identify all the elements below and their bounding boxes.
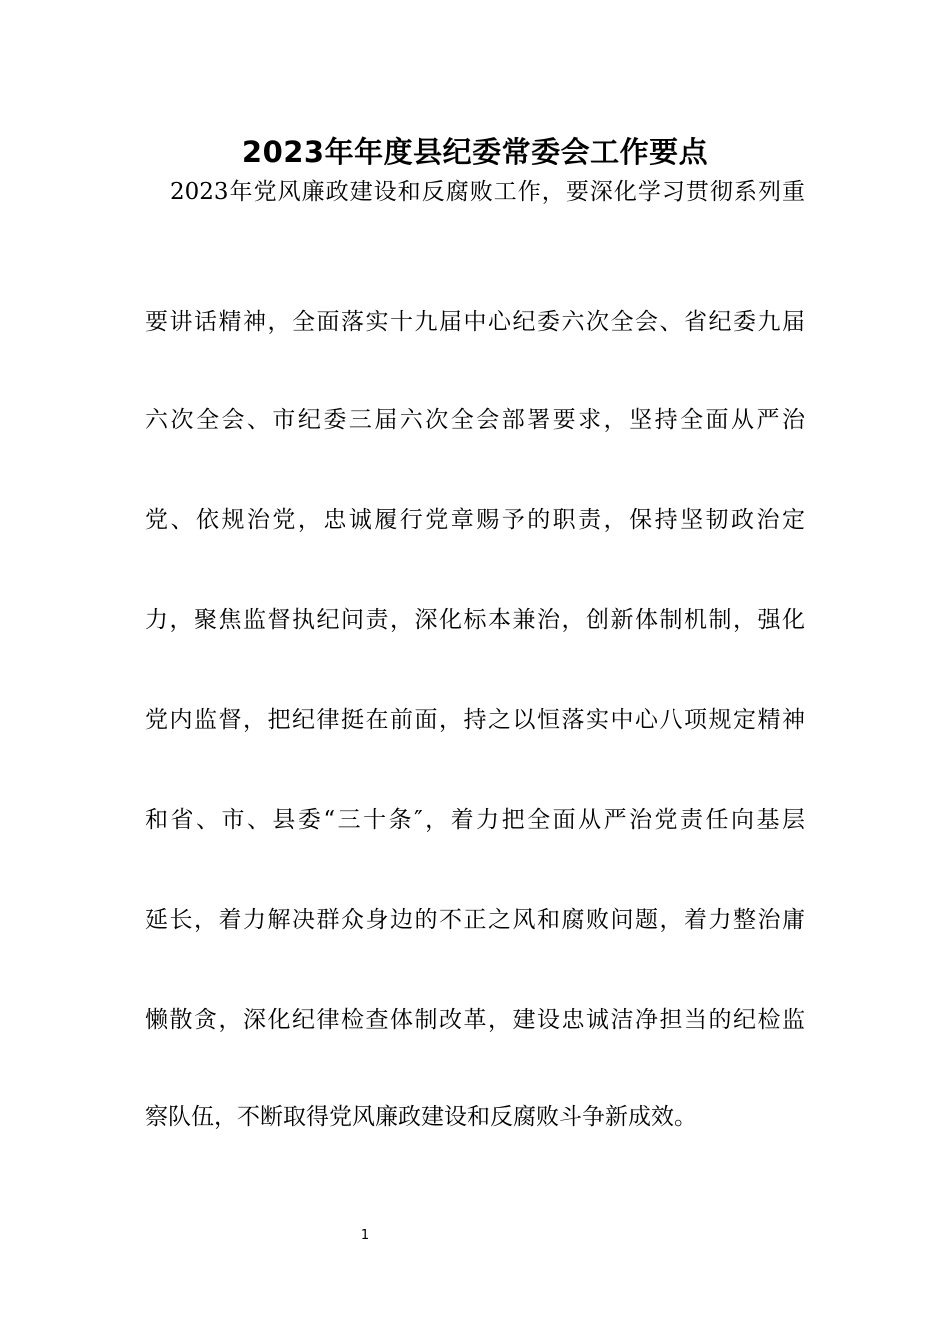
paragraph-line: 察队伍，不断取得党风廉政建设和反腐败斗争新成效。 [145, 1104, 697, 1130]
paragraph-line: 懒散贪，深化纪律检查体制改革，建设忠诚洁净担当的纪检监 [145, 1007, 805, 1033]
paragraph-line: 六次全会、市纪委三届六次全会部署要求，坚持全面从严治 [145, 407, 805, 433]
page-number: 1 [360, 1228, 370, 1243]
paragraph-line: 2023年党风廉政建设和反腐败工作，要深化学习贯彻系列重 [170, 179, 805, 205]
paragraph-line: 力，聚焦监督执纪问责，深化标本兼治，创新体制机制，强化 [145, 607, 805, 633]
paragraph-line: 党、依规治党，忠诚履行党章赐予的职责，保持坚韧政治定 [145, 507, 805, 533]
document-title: 2023年年度县纪委常委会工作要点 [241, 135, 709, 169]
paragraph-line: 要讲话精神，全面落实十九届中心纪委六次全会、省纪委九届 [145, 309, 805, 335]
paragraph-line: 党内监督，把纪律挺在前面，持之以恒落实中心八项规定精神 [145, 707, 805, 733]
paragraph-line: 延长，着力解决群众身边的不正之风和腐败问题，着力整治庸 [145, 907, 805, 933]
paragraph-line: 和省、市、县委“三十条″，着力把全面从严治党责任向基层 [145, 807, 805, 833]
